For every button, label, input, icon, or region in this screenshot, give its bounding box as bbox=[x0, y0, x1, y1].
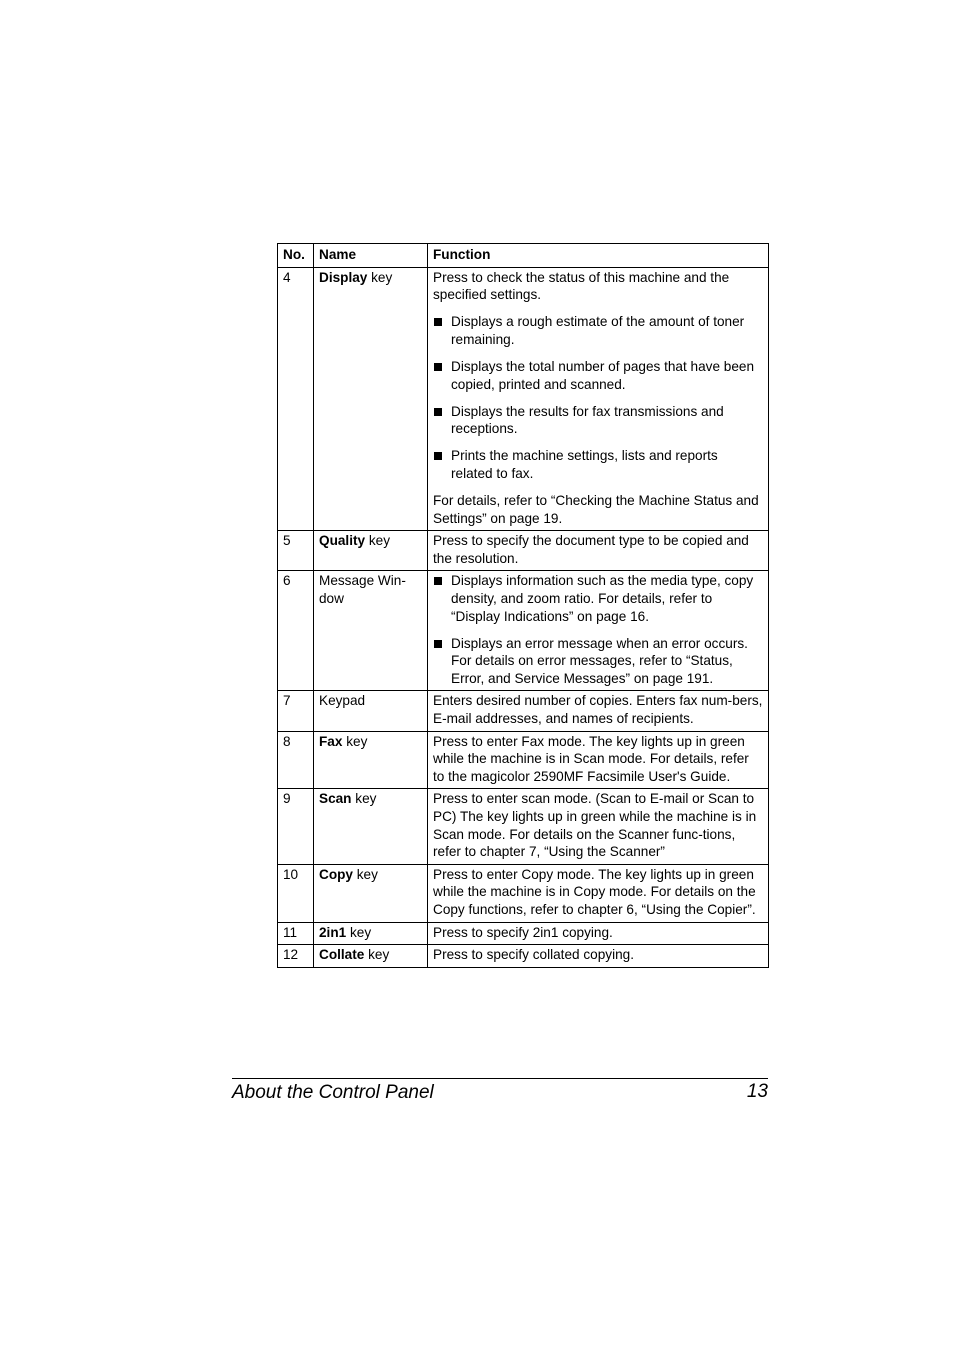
key-name: Message Win-dow bbox=[314, 571, 428, 691]
bullet-text: Displays the total number of pages that have been copied, printed and scanned. bbox=[451, 358, 755, 392]
square-bullet-icon bbox=[433, 635, 451, 688]
table-row bbox=[278, 531, 769, 571]
row-number: 11 bbox=[278, 922, 314, 945]
key-name-bold: Fax bbox=[319, 733, 343, 749]
function-intro: Press to enter scan mode. (Scan to E-mail or Scan to PC) The key lights up in green while the machine is in Scan mode. For details on the Scanner func-tions, refer to chapter 7, “Using the Scanner” bbox=[433, 791, 757, 860]
function-intro: Press to enter Copy mode. The key lights up in green while the machine is in Copy mode. For details on the Copy functions, refer to chapter 6, “Using the Copier”. bbox=[433, 866, 756, 917]
bullet-text: Prints the machine settings, lists and reports related to fax. bbox=[451, 448, 718, 481]
table-row bbox=[278, 945, 769, 968]
table-row bbox=[278, 691, 769, 731]
table-header-row bbox=[278, 244, 769, 268]
key-name bbox=[314, 945, 428, 968]
key-name-suffix: key bbox=[365, 533, 391, 549]
function-intro: Press to specify the document type to be copied and the resolution. bbox=[433, 533, 749, 566]
row-number: 8 bbox=[278, 731, 314, 789]
bullet-item bbox=[433, 635, 763, 688]
table-row bbox=[278, 864, 769, 922]
square-bullet-icon bbox=[433, 358, 451, 393]
control-panel-function-table bbox=[277, 243, 769, 968]
function-description bbox=[428, 731, 769, 789]
function-intro: Press to specify 2in1 copying. bbox=[433, 924, 613, 940]
bullet-item bbox=[433, 403, 763, 438]
function-reference: For details, refer to “Checking the Machine Status and Settings” on page 19. bbox=[433, 493, 759, 526]
bullet-item bbox=[433, 572, 763, 625]
key-name bbox=[314, 731, 428, 789]
table-row bbox=[278, 922, 769, 945]
key-name bbox=[314, 789, 428, 864]
function-intro: Press to enter Fax mode. The key lights up in green while the machine is in Scan mode. For details, refer to the magicolor 2590MF Facsimile User's Guide. bbox=[433, 733, 749, 784]
function-description bbox=[428, 789, 769, 864]
key-name bbox=[314, 531, 428, 571]
function-description bbox=[428, 864, 769, 922]
table-row bbox=[278, 731, 769, 789]
bullet-text: Displays information such as the media type, copy density, and zoom ratio. For details, refer to “Display Indications” on page 16. bbox=[451, 573, 754, 624]
square-bullet-icon bbox=[433, 313, 451, 348]
header-no: No. bbox=[278, 244, 314, 268]
header-name: Name bbox=[314, 244, 428, 268]
function-description bbox=[428, 922, 769, 945]
table-row bbox=[278, 789, 769, 864]
row-number: 6 bbox=[278, 571, 314, 691]
key-name-suffix: key bbox=[351, 791, 377, 807]
bullet-text: Displays a rough estimate of the amount of toner remaining. bbox=[451, 314, 745, 347]
footer-section-title: About the Control Panel bbox=[232, 1082, 434, 1103]
key-name-suffix: key bbox=[352, 866, 378, 882]
bullet-item bbox=[433, 447, 763, 482]
bullet-text: Displays the results for fax transmissions and receptions. bbox=[451, 403, 724, 437]
function-description bbox=[428, 531, 769, 571]
key-name-bold: Scan bbox=[319, 791, 352, 807]
page-number: 13 bbox=[746, 1081, 768, 1102]
key-name-suffix: key bbox=[342, 733, 368, 749]
function-description bbox=[428, 691, 769, 731]
square-bullet-icon bbox=[433, 572, 451, 625]
header-function: Function bbox=[428, 244, 769, 268]
function-description bbox=[428, 571, 769, 691]
bullet-item bbox=[433, 313, 763, 348]
function-intro: Press to specify collated copying. bbox=[433, 947, 634, 963]
row-number: 7 bbox=[278, 691, 314, 731]
key-name-suffix: key bbox=[346, 924, 372, 940]
table-row bbox=[278, 267, 769, 531]
function-description bbox=[428, 945, 769, 968]
table-row bbox=[278, 571, 769, 691]
key-name-suffix: key bbox=[364, 947, 390, 963]
bullet-item bbox=[433, 358, 763, 393]
key-name bbox=[314, 922, 428, 945]
key-name-bold: Display bbox=[319, 269, 368, 285]
key-name: Keypad bbox=[314, 691, 428, 731]
function-intro: Press to check the status of this machine and the specified settings. bbox=[433, 269, 730, 303]
function-intro: Enters desired number of copies. Enters fax num-bers, E-mail addresses, and names of recipients. bbox=[433, 693, 763, 727]
key-name-bold: Quality bbox=[319, 533, 366, 549]
function-description bbox=[428, 267, 769, 531]
key-name-bold: 2in1 bbox=[319, 924, 347, 940]
key-name-bold: Copy bbox=[319, 866, 353, 882]
key-name-bold: Collate bbox=[319, 947, 365, 963]
footer-divider bbox=[232, 1078, 768, 1079]
row-number: 12 bbox=[278, 945, 314, 968]
row-number: 5 bbox=[278, 531, 314, 571]
row-number: 4 bbox=[278, 267, 314, 531]
key-name bbox=[314, 864, 428, 922]
bullet-text: Displays an error message when an error occurs. For details on error messages, refer to “Status, Error, and Service Messages” on page 191. bbox=[451, 635, 748, 686]
row-number: 10 bbox=[278, 864, 314, 922]
square-bullet-icon bbox=[433, 447, 451, 482]
key-name-suffix: key bbox=[367, 269, 393, 285]
key-name bbox=[314, 267, 428, 531]
row-number: 9 bbox=[278, 789, 314, 864]
square-bullet-icon bbox=[433, 403, 451, 438]
